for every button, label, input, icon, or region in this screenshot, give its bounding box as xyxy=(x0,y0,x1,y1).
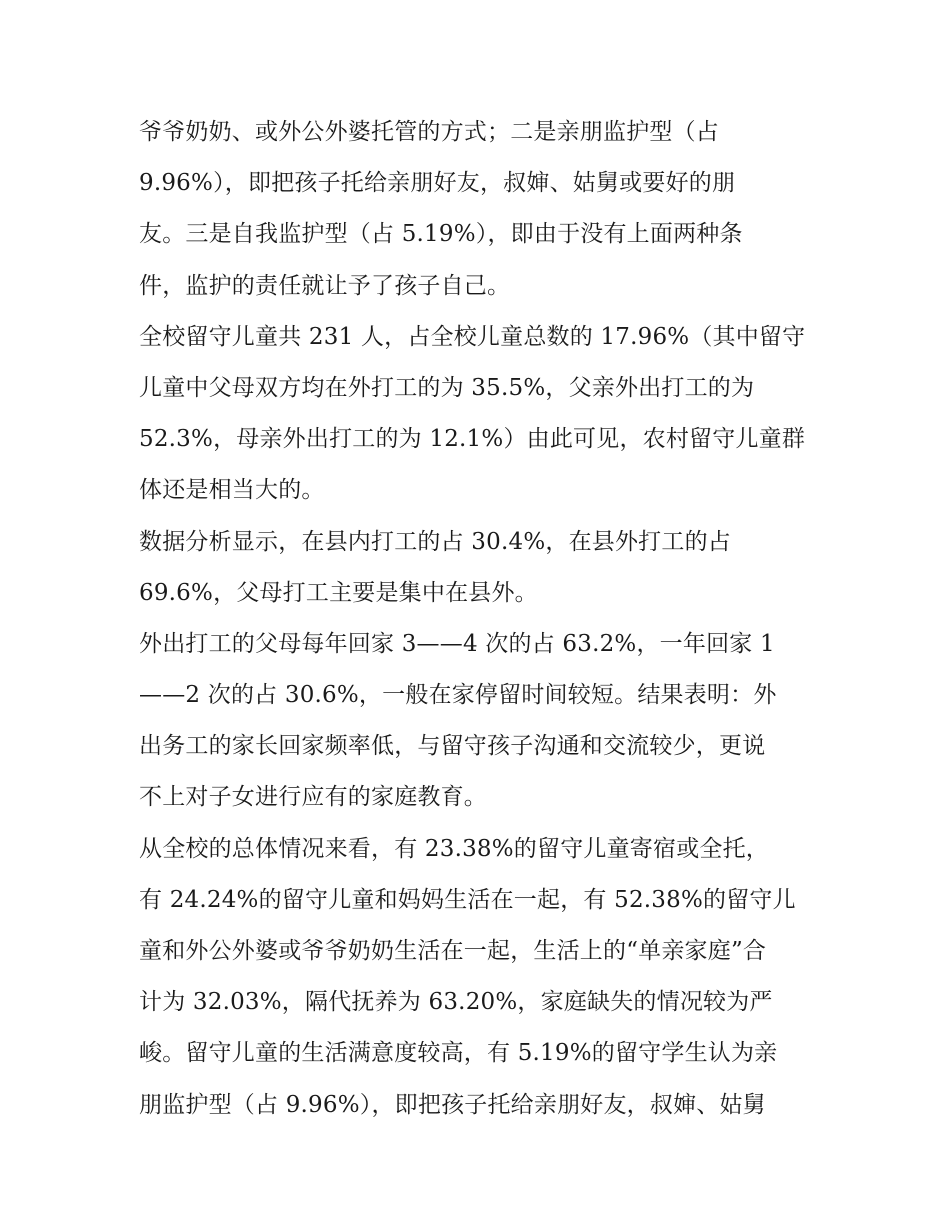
text-line: 童和外公外婆或爷爷奶奶生活在一起，生活上的“单亲家庭”合 xyxy=(139,938,767,964)
text-line: 体还是相当大的。 xyxy=(139,477,325,504)
text-line: 出务工的家长回家频率低，与留守孩子沟通和交流较少，更说 xyxy=(139,733,766,760)
text-line: 从全校的总体情况来看，有 23.38%的留守儿童寄宿或全托， xyxy=(139,835,770,862)
text-line: 有 24.24%的留守儿童和妈妈生活在一起，有 52.38%的留守儿 xyxy=(139,886,796,913)
paragraph-left-behind-total xyxy=(139,312,829,517)
text-line: 69.6%，父母打工主要是集中在县外。 xyxy=(139,579,538,606)
text-line: 52.3%，母亲外出打工的为 12.1%）由此可见，农村留守儿童群 xyxy=(139,426,806,453)
text-line: 件，监护的责任就让予了孩子自己。 xyxy=(139,272,511,299)
text-line: ——2 次的占 30.6%，一般在家停留时间较短。结果表明：外 xyxy=(139,682,777,709)
text-line: 全校留守儿童共 231 人，占全校儿童总数的 17.96%（其中留守 xyxy=(139,323,806,350)
text-line: 朋监护型（占 9.96%），即把孩子托给亲朋好友，叔婶、姑舅 xyxy=(139,1091,766,1118)
text-line: 峻。留守儿童的生活满意度较高，有 5.19%的留守学生认为亲 xyxy=(139,1040,778,1067)
text-line: 计为 32.03%，隔代抚养为 63.20%，家庭缺失的情况较为严 xyxy=(139,989,773,1016)
text-line: 不上对子女进行应有的家庭教育。 xyxy=(139,784,487,811)
text-line: 数据分析显示，在县内打工的占 30.4%，在县外打工的占 xyxy=(139,528,731,555)
text-line: 爷爷奶奶、或外公外婆托管的方式；二是亲朋监护型（占 xyxy=(139,119,719,145)
paragraph-return-frequency xyxy=(139,619,829,824)
paragraph-living-situation xyxy=(139,824,829,1131)
text-line: 儿童中父母双方均在外打工的为 35.5%，父亲外出打工的为 xyxy=(139,374,755,401)
paragraph-work-location xyxy=(139,517,829,619)
document-body xyxy=(139,107,829,1131)
paragraph-guardianship-types xyxy=(139,107,829,312)
text-line: 9.96%），即把孩子托给亲朋好友，叔婶、姑舅或要好的朋 xyxy=(139,170,736,197)
text-line: 友。三是自我监护型（占 5.19%），即由于没有上面两种条 xyxy=(139,221,743,248)
text-line: 外出打工的父母每年回家 3——4 次的占 63.2%，一年回家 1 xyxy=(139,630,775,657)
